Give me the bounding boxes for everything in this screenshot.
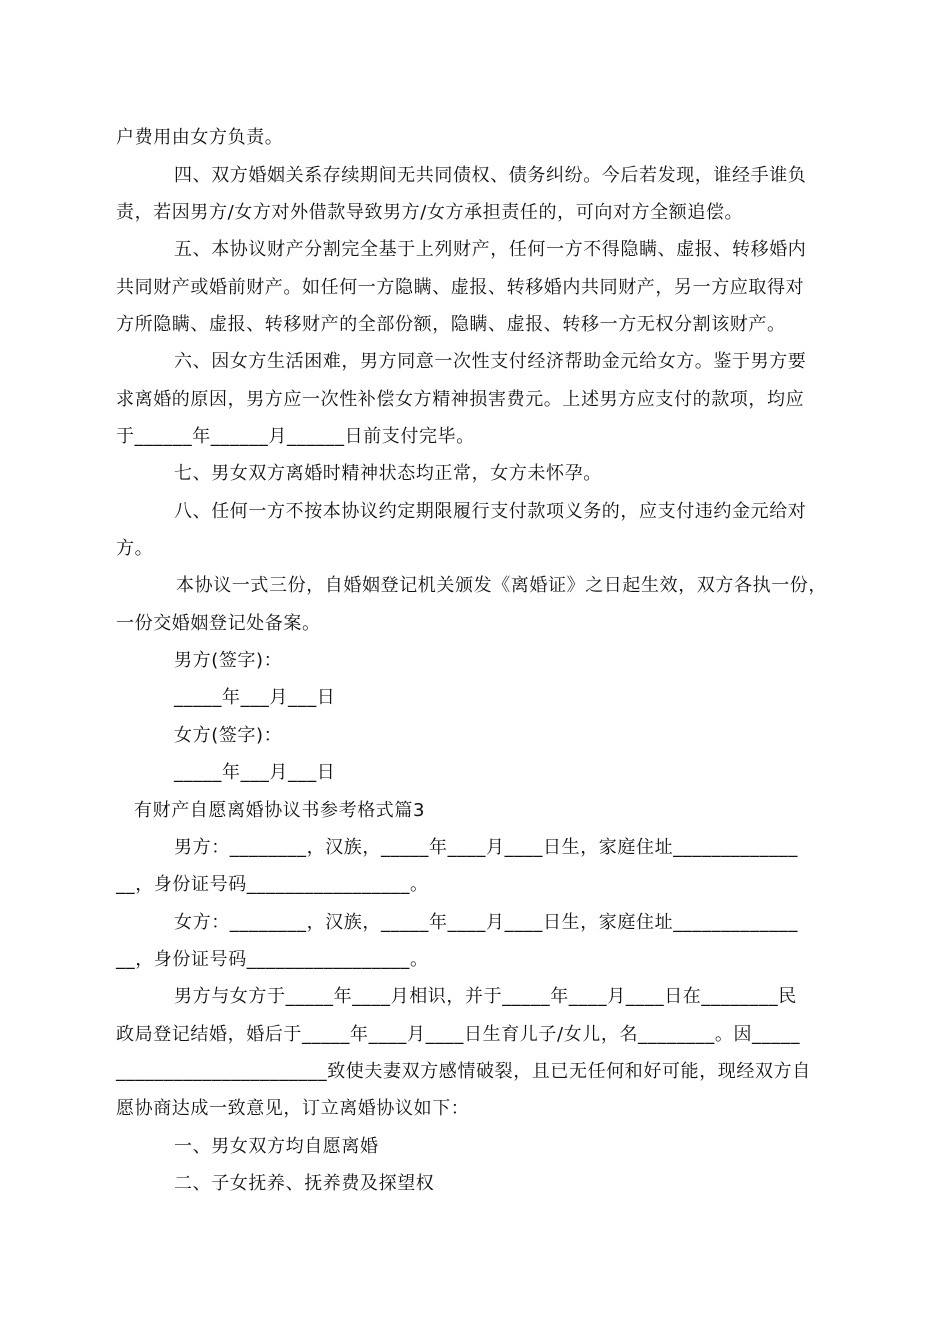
text-line: 户费用由女方负责。 [116,127,284,148]
date-blank: _____年___月___日 [174,762,336,783]
text-line: 一份交婚姻登记处备案。 [116,613,321,634]
text-line: 愿协商达成一致意见，订立离婚协议如下： [116,1098,470,1119]
text-line: ______________________致使夫妻双方感情破裂，且已无任何和好可能，现经双方自 [116,1061,811,1082]
text-line: __，身份证号码_________________。 [116,874,429,895]
section-heading: 有财产自愿离婚协议书参考格式篇3 [134,800,426,821]
text-line: 本协议一式三份，自婚姻登记机关颁发《离婚证》之日起生效，双方各执一份， [176,575,827,596]
text-line: 八、任何一方不按本协议约定期限履行支付款项义务的，应支付违约金元给对 [174,501,807,522]
text-line: 五、本协议财产分割完全基于上列财产，任何一方不得隐瞒、虚报、转移婚内 [174,239,807,260]
text-line: 求离婚的原因，男方应一次性补偿女方精神损害费元。上述男方应支付的款项，均应 [116,389,805,410]
text-line: 方。 [116,538,154,559]
date-blank: _____年___月___日 [174,687,336,708]
signature-label-male: 男方(签字)： [174,650,283,671]
text-line: 于______年______月______日前支付完毕。 [116,426,475,447]
text-line: __，身份证号码_________________。 [116,949,429,970]
text-line: 政局登记结婚，婚后于_____年____月____日生育儿子/女儿，名________。因_____ [116,1024,801,1045]
text-line: 男方与女方于_____年____月相识，并于_____年____月____日在________民 [174,986,797,1007]
text-line: 共同财产或婚前财产。如任何一方隐瞒、虚报、转移婚内共同财产，另一方应取得对 [116,277,805,298]
text-line: 六、因女方生活困难，男方同意一次性支付经济帮助金元给女方。鉴于男方要 [174,351,807,372]
text-line: 二、子女抚养、抚养费及探望权 [174,1173,435,1194]
text-line: 责，若因男方/女方对外借款导致男方/女方承担责任的，可向对方全额追偿。 [116,202,744,223]
text-line: 四、双方婚姻关系存续期间无共同债权、债务纠纷。今后若发现，谁经手谁负 [174,165,807,186]
text-line: 方所隐瞒、虚报、转移财产的全部份额，隐瞒、虚报、转移一方无权分割该财产。 [116,314,786,335]
signature-label-female: 女方(签字)： [174,725,283,746]
text-line: 男方：________，汉族，_____年____月____日生，家庭住址_____________ [174,837,798,858]
text-line: 女方：________，汉族，_____年____月____日生，家庭住址_____________ [174,912,798,933]
text-line: 一、男女双方均自愿离婚 [174,1136,379,1157]
text-line: 七、男女双方离婚时精神状态均正常，女方未怀孕。 [174,463,602,484]
